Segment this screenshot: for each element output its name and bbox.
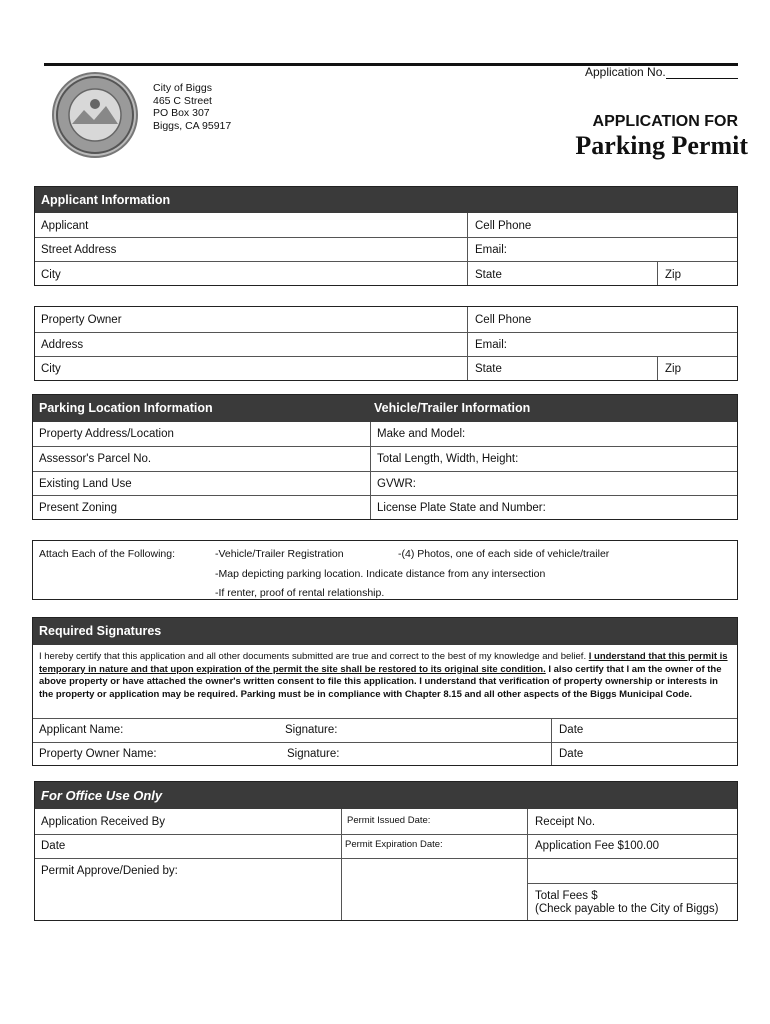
signatures-section [32,617,738,766]
received-by-field[interactable]: Application Received By [41,816,166,828]
owner-cell-phone-field[interactable]: Cell Phone [475,314,532,326]
parking-location-title: Parking Location Information [39,401,213,415]
owner-zip-field[interactable]: Zip [665,363,681,375]
dimensions-field[interactable]: Total Length, Width, Height: [377,453,519,465]
street-address-field[interactable]: Street Address [41,244,117,256]
cell-phone-field[interactable]: Cell Phone [475,220,532,232]
section-header: Applicant Information [35,187,737,213]
permit-expiration-date-field[interactable]: Permit Expiration Date: [345,839,443,850]
receipt-no-field[interactable]: Receipt No. [535,816,596,828]
owner-name-field[interactable]: Property Owner Name: [39,748,157,760]
application-no-blank[interactable] [666,67,738,79]
attach-label: Attach Each of the Following: [39,548,175,560]
applicant-section [34,186,738,286]
attach-item: -Vehicle/Trailer Registration [215,548,344,560]
zip-field[interactable]: Zip [665,269,681,281]
owner-date-field[interactable]: Date [559,748,584,760]
office-date-field[interactable]: Date [41,840,66,852]
property-address-field[interactable]: Property Address/Location [39,428,174,440]
applicant-name-field[interactable]: Applicant Name: [39,724,124,736]
attach-item: -Map depicting parking location. Indicate distance from any intersection [215,568,546,580]
page-title: Parking Permit [575,131,748,160]
city-address [153,82,231,132]
license-plate-field[interactable]: License Plate State and Number: [377,502,546,514]
address-line: Biggs, CA 95917 [153,119,232,132]
gvwr-field[interactable]: GVWR: [377,478,416,490]
address-line: PO Box 307 [153,107,210,119]
vehicle-trailer-title: Vehicle/Trailer Information [374,401,531,415]
address-line: City of Biggs [153,82,212,94]
owner-signature-field[interactable]: Signature: [287,748,340,760]
section-header [33,395,737,422]
land-use-field[interactable]: Existing Land Use [39,478,132,490]
office-use-section [34,781,738,921]
check-payable-note: (Check payable to the City of Biggs) [535,903,719,915]
approved-denied-by-field[interactable]: Permit Approve/Denied by: [41,865,178,877]
owner-email-field[interactable]: Email: [475,339,507,351]
zoning-field[interactable]: Present Zoning [39,502,117,514]
property-owner-section [34,306,738,381]
owner-address-field[interactable]: Address [41,339,84,351]
city-field[interactable]: City [41,269,61,281]
application-number[interactable] [585,65,738,79]
owner-state-field[interactable]: State [475,363,502,375]
parking-vehicle-section [32,394,738,520]
attach-item: -If renter, proof of rental relationship. [215,587,385,599]
address-line: 465 C Street [153,94,212,107]
attach-item: -(4) Photos, one of each side of vehicle/trailer [398,548,610,560]
property-owner-field[interactable]: Property Owner [41,314,122,326]
attachments-section [32,540,738,600]
application-for-heading: APPLICATION FOR [592,113,738,130]
parcel-number-field[interactable]: Assessor's Parcel No. [39,453,152,465]
certification-statement: I hereby certify that this application and all other documents submitted are true and correct to the best of my knowledge and belief. I understand that this permit is temporary in nature and that upon expiration of the permit the site shall be restored to its original site condition. I also certify that I am the owner of the above property or have attached the owner's written consent to file this application. I understand that verification of property ownership or interests in the property or application may be required. Parking must be in compliance with Chapter 8.15 and all other aspects of the Biggs Municipal Code. [39,651,728,700]
application-fee-field[interactable]: Application Fee $100.00 [535,840,660,852]
email-field[interactable]: Email: [475,244,507,256]
section-header: For Office Use Only [35,782,737,809]
state-field[interactable]: State [475,269,502,281]
applicant-field[interactable]: Applicant [41,220,89,232]
application-no-label: Application No. [585,65,666,79]
city-seal-logo [52,72,138,158]
total-fees-field[interactable]: Total Fees $ [535,890,598,902]
permit-issued-date-field[interactable]: Permit Issued Date: [347,815,431,826]
applicant-signature-field[interactable]: Signature: [285,724,338,736]
make-model-field[interactable]: Make and Model: [377,428,466,440]
owner-city-field[interactable]: City [41,363,61,375]
section-header: Required Signatures [33,618,737,645]
applicant-date-field[interactable]: Date [559,724,584,736]
